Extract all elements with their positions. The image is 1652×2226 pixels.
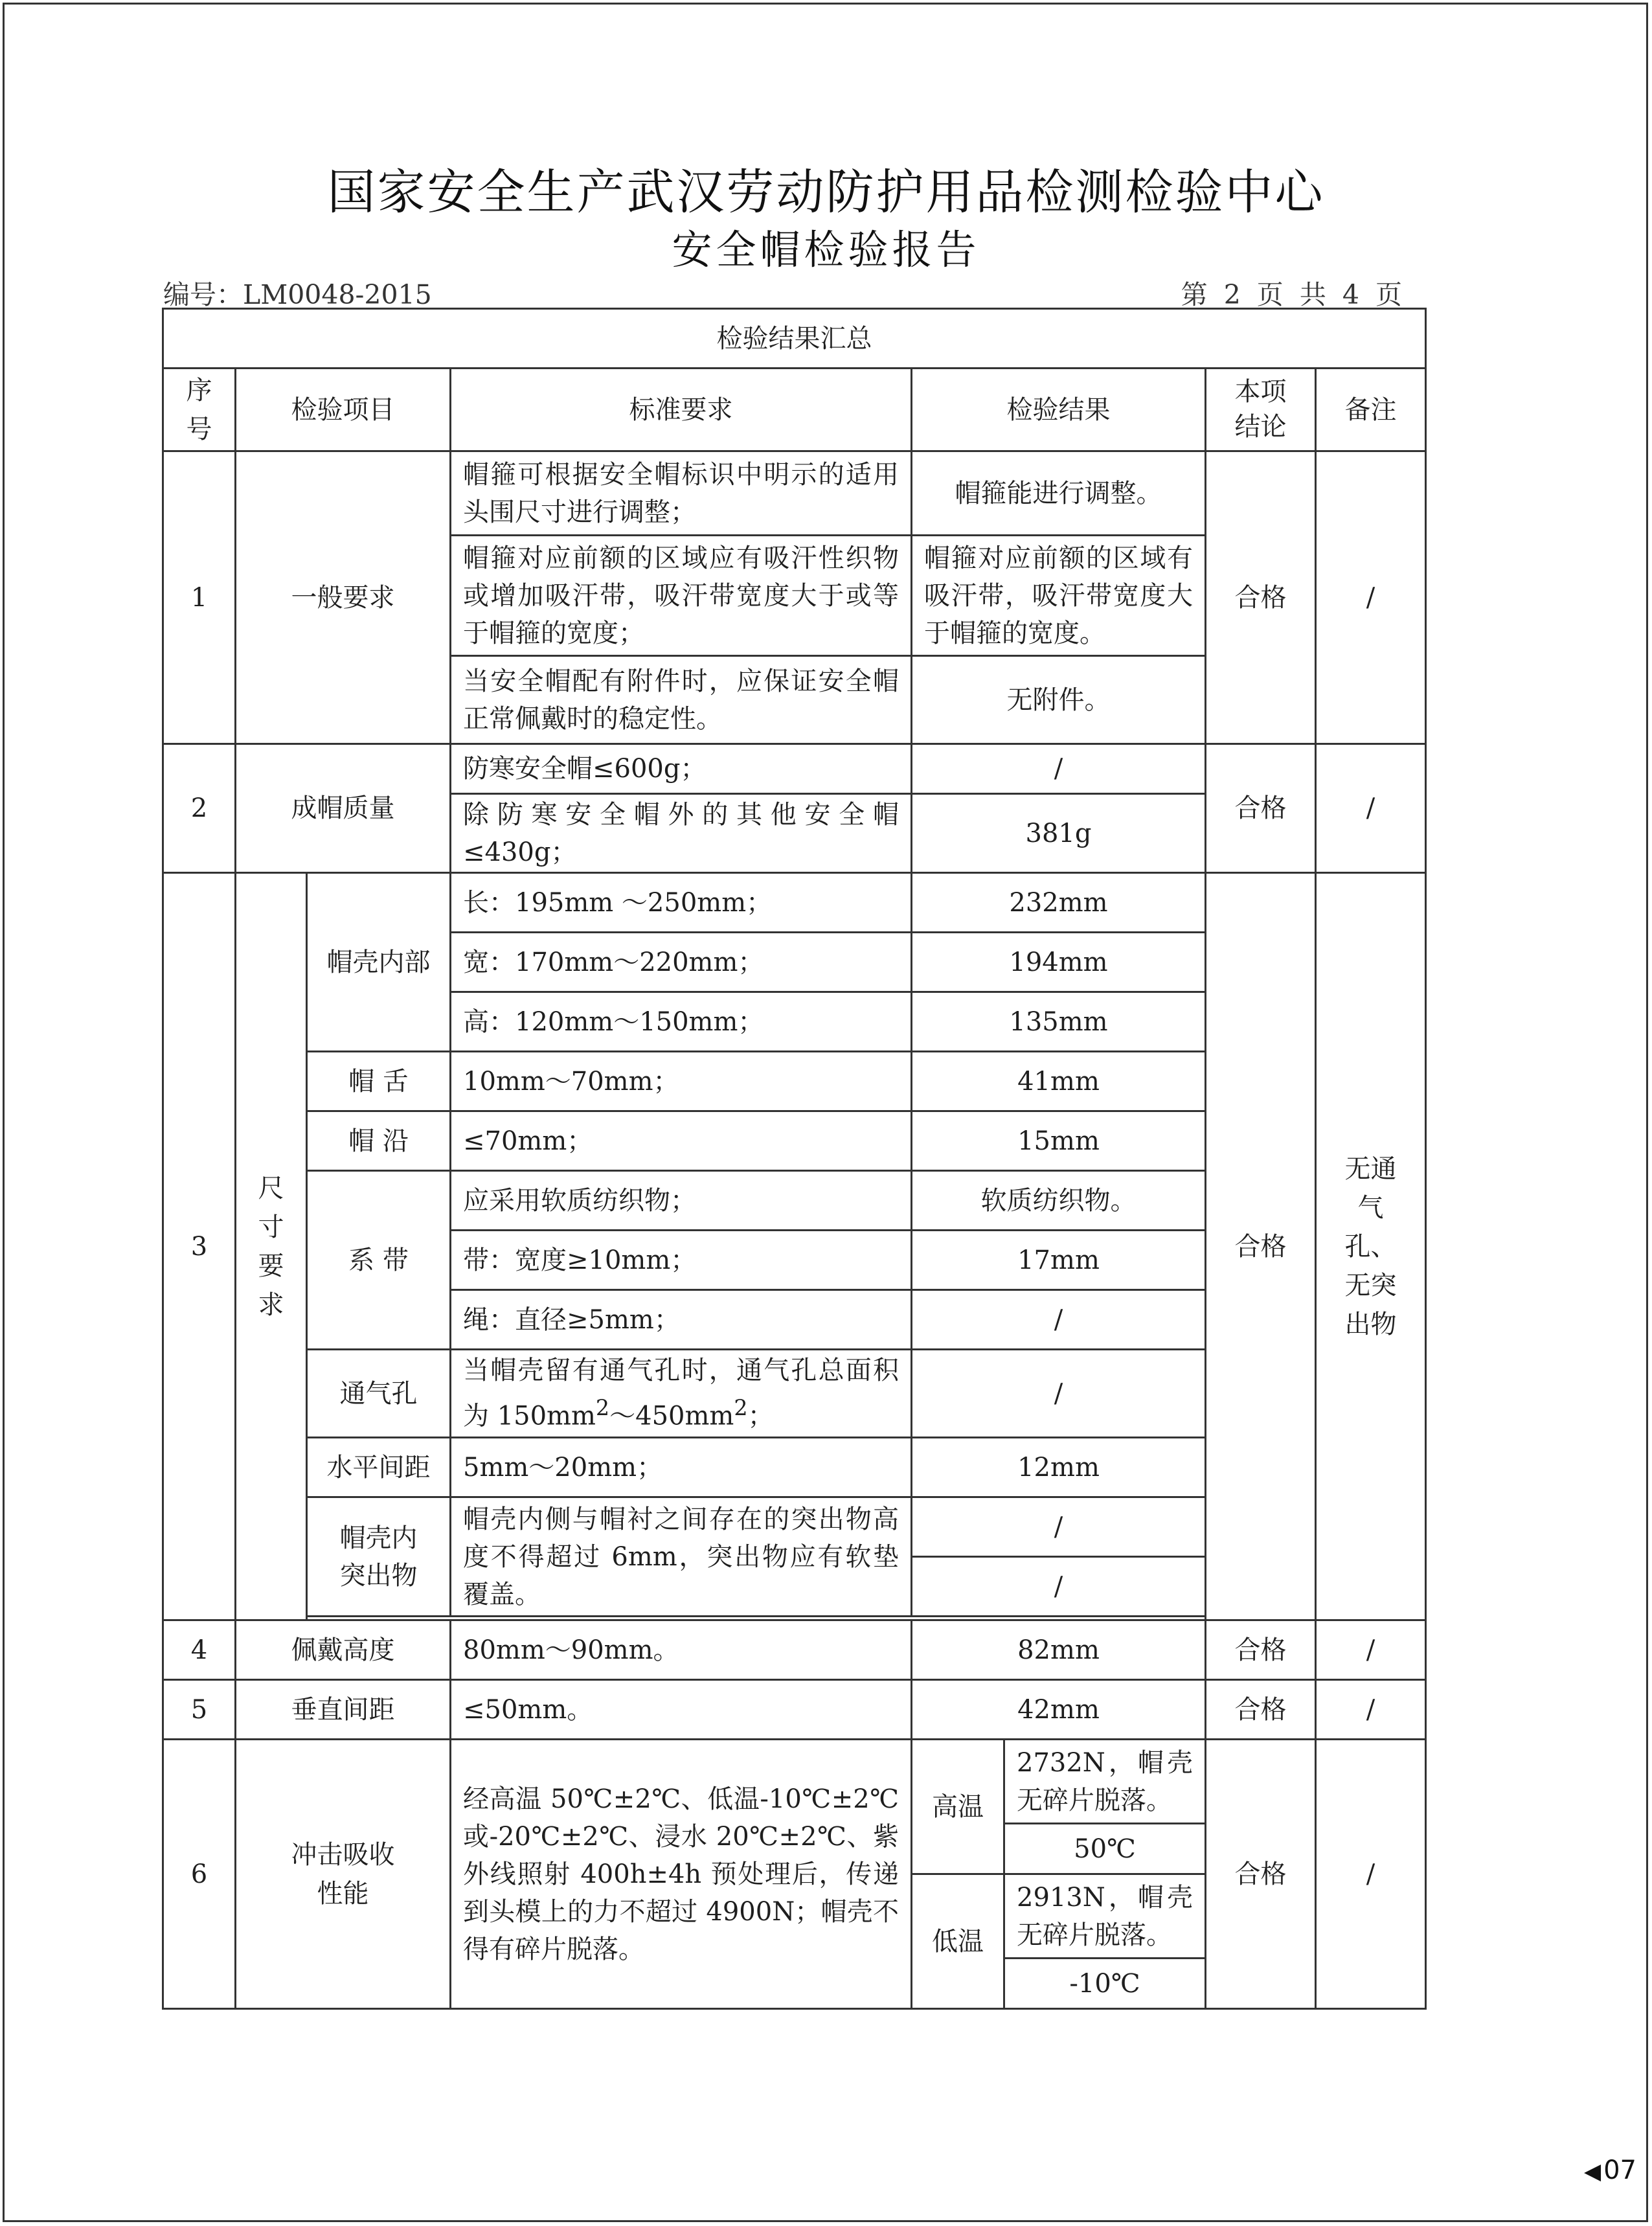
row-number: 6 (163, 1740, 236, 2009)
row-item: 尺寸要求 (236, 873, 307, 1620)
triangle-left-icon: ◀ (1583, 2159, 1601, 2185)
result-cell: 17mm (912, 1231, 1206, 1290)
requirement-cell: 高：120mm～150mm； (451, 992, 912, 1052)
requirement-cell: 帽壳内侧与帽衬之间存在的突出物高度不得超过 6mm，突出物应有软垫覆盖。 (451, 1497, 912, 1617)
row-item: 佩戴高度 (236, 1620, 451, 1680)
requirement-cell: 80mm～90mm。 (451, 1620, 912, 1680)
row-item: 冲击吸收性能 (236, 1740, 451, 2009)
requirement-cell: 当帽壳留有通气孔时，通气孔总面积为 $150mm^2\sim 450mm^2$； (451, 1350, 912, 1438)
requirement-cell: 10mm～70mm； (451, 1052, 912, 1111)
sub-item-label: 帽壳内突出物 (307, 1497, 451, 1617)
remark-cell: / (1316, 1680, 1426, 1740)
results-summary-table (162, 308, 1427, 2010)
result-cell: 15mm (912, 1111, 1206, 1171)
low-temp-label: 低温 (912, 1874, 1004, 2009)
result-cell: 41mm (912, 1052, 1206, 1111)
table-header-row (163, 369, 1426, 451)
result-cell: 42mm (912, 1680, 1206, 1740)
result-cell: / (912, 1290, 1206, 1350)
row-number: 2 (163, 744, 236, 873)
requirement-cell: 应采用软质纺织物； (451, 1171, 912, 1231)
remark-cell: / (1316, 1740, 1426, 2009)
result-cell: / (912, 744, 1206, 794)
requirement-cell: 帽箍可根据安全帽标识中明示的适用头围尺寸进行调整； (451, 451, 912, 536)
result-cell: / (912, 1350, 1206, 1438)
col-header-verdict: 本项结论 (1206, 369, 1316, 451)
requirement-cell: 除防寒安全帽外的其他安全帽≤430g； (451, 794, 912, 873)
remark-cell: / (1316, 744, 1426, 873)
col-header-item: 检验项目 (236, 369, 451, 451)
requirement-cell: ≤50mm。 (451, 1680, 912, 1740)
col-header-remark: 备注 (1316, 369, 1426, 451)
col-header-result: 检验结果 (912, 369, 1206, 451)
verdict-cell: 合格 (1206, 1680, 1316, 1740)
row-number: 1 (163, 451, 236, 744)
remark-cell: / (1316, 1620, 1426, 1680)
result-cell: 帽箍对应前额的区域有吸汗带，吸汗带宽度大于帽箍的宽度。 (912, 536, 1206, 656)
result-cell: 194mm (912, 933, 1206, 992)
requirement-cell: 5mm～20mm； (451, 1438, 912, 1497)
row-item: 成帽质量 (236, 744, 451, 873)
high-temp-label: 高温 (912, 1740, 1004, 1874)
result-cell: 无附件。 (912, 656, 1206, 744)
table-row (163, 451, 1426, 536)
requirement-cell: 帽箍对应前额的区域应有吸汗性织物或增加吸汗带，吸汗带宽度大于或等于帽箍的宽度； (451, 536, 912, 656)
verdict-cell: 合格 (1206, 873, 1316, 1620)
table-row (163, 1740, 1426, 1824)
result-cell: 2732N，帽壳无碎片脱落。 (1004, 1740, 1206, 1824)
sub-item-label: 帽 沿 (307, 1111, 451, 1171)
table-caption: 检验结果汇总 (163, 309, 1426, 369)
requirement-cell: 防寒安全帽≤600g； (451, 744, 912, 794)
requirement-cell: 经高温 50℃±2℃、低温-10℃±2℃或-20℃±2℃、浸水 20℃±2℃、紫外线照射 400h±4h 预处理后，传递到头模上的力不超过 4900N；帽壳不得有碎片脱落。 (451, 1740, 912, 2009)
report-title: 安全帽检验报告 (672, 226, 980, 273)
page-info: 第 2 页 共 4 页 (1181, 279, 1406, 310)
result-temp-cell: -10℃ (1004, 1959, 1206, 2009)
result-cell: / (912, 1497, 1206, 1557)
result-cell: 12mm (912, 1438, 1206, 1497)
verdict-cell: 合格 (1206, 744, 1316, 873)
row-item: 一般要求 (236, 451, 451, 744)
verdict-cell: 合格 (1206, 1740, 1316, 2009)
requirement-cell: 带：宽度≥10mm； (451, 1231, 912, 1290)
result-temp-cell: 50℃ (1004, 1824, 1206, 1874)
remark-cell: 无通气孔、无突出物 (1316, 873, 1426, 1620)
result-cell: 381g (912, 794, 1206, 873)
table-row (163, 1680, 1426, 1740)
sub-item-label: 通气孔 (307, 1350, 451, 1438)
sub-item-label: 帽壳内部 (307, 873, 451, 1052)
requirement-cell: ≤70mm； (451, 1111, 912, 1171)
result-cell: 135mm (912, 992, 1206, 1052)
row-number: 5 (163, 1680, 236, 1740)
row-item: 垂直间距 (236, 1680, 451, 1740)
row-number: 4 (163, 1620, 236, 1680)
result-cell: 2913N，帽壳无碎片脱落。 (1004, 1874, 1206, 1959)
result-cell: / (912, 1557, 1206, 1617)
col-header-no: 序号 (163, 369, 236, 451)
page-number: ◀ 07 (1583, 2155, 1636, 2185)
verdict-cell: 合格 (1206, 1620, 1316, 1680)
requirement-cell: 绳：直径≥5mm； (451, 1290, 912, 1350)
col-header-requirement: 标准要求 (451, 369, 912, 451)
result-cell: 帽箍能进行调整。 (912, 451, 1206, 536)
org-title: 国家安全生产武汉劳动防护用品检测检验中心 (327, 165, 1325, 220)
requirement-cell: 宽：170mm～220mm； (451, 933, 912, 992)
report-serial: 编号：LM0048-2015 (163, 279, 432, 310)
requirement-cell: 当安全帽配有附件时，应保证安全帽正常佩戴时的稳定性。 (451, 656, 912, 744)
table-row (163, 744, 1426, 794)
sub-item-label: 系 带 (307, 1171, 451, 1350)
sub-item-label: 水平间距 (307, 1438, 451, 1497)
sub-item-label: 帽 舌 (307, 1052, 451, 1111)
table-row (163, 873, 1426, 933)
remark-cell: / (1316, 451, 1426, 744)
result-cell: 232mm (912, 873, 1206, 933)
result-cell: 82mm (912, 1620, 1206, 1680)
requirement-cell: 长：195mm ～250mm； (451, 873, 912, 933)
verdict-cell: 合格 (1206, 451, 1316, 744)
table-row (163, 1620, 1426, 1680)
result-cell: 软质纺织物。 (912, 1171, 1206, 1231)
row-number: 3 (163, 873, 236, 1620)
